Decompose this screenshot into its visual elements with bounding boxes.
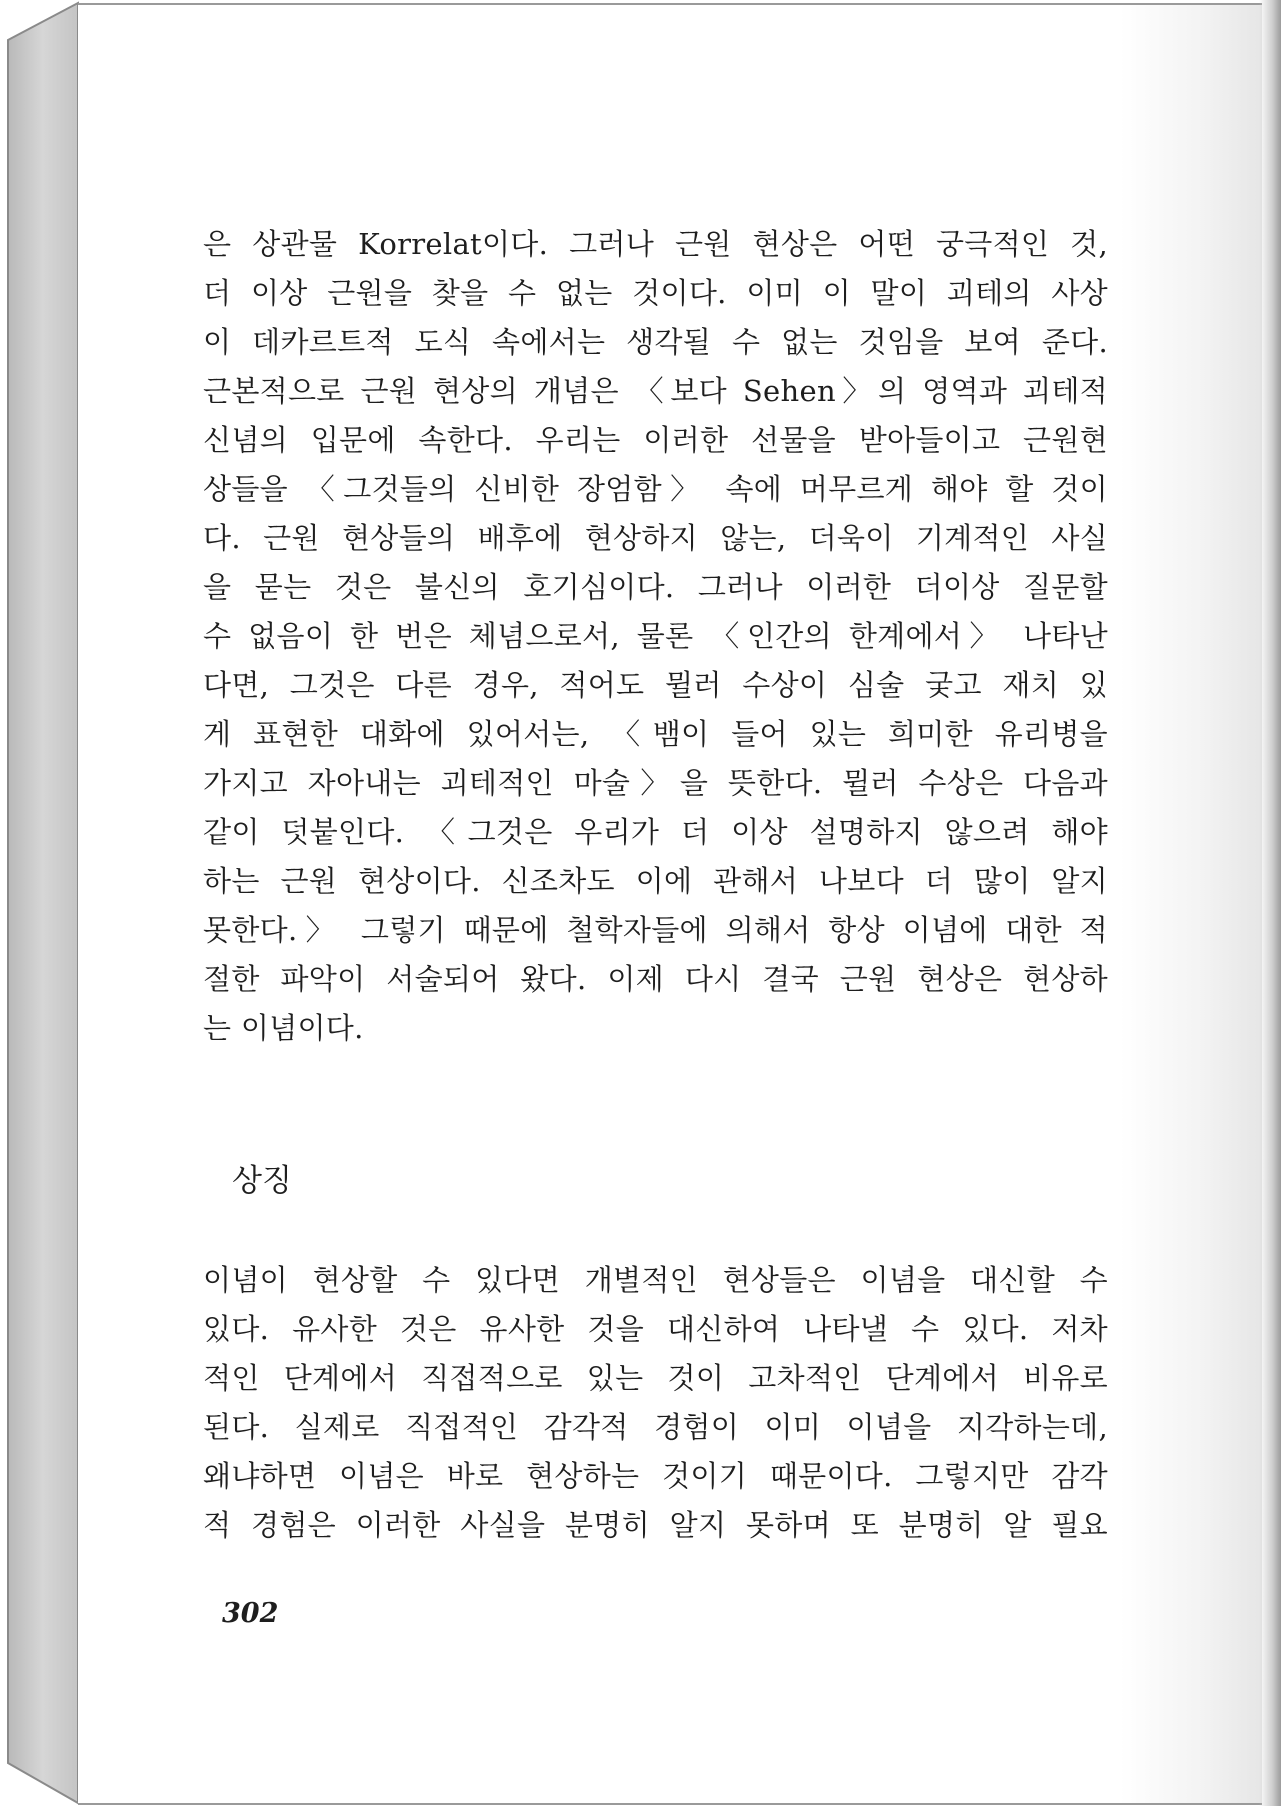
text-line: 신념의 입문에 속한다. 우리는 이러한 선물을 받아들이고 근원현 [203,423,1108,457]
text-line: 가지고 자아내는 괴테적인 마술〉을 뜻한다. 뮐러 수상은 다음과 [203,766,1108,800]
text-line: 을 묻는 것은 불신의 호기심이다. 그러나 이러한 더이상 질문할 [203,570,1108,604]
text-line: 다. 근원 현상들의 배후에 현상하지 않는, 더욱이 기계적인 사실 [203,521,1108,555]
text-line: 있다. 유사한 것은 유사한 것을 대신하여 나타낼 수 있다. 저차 [203,1312,1108,1346]
paragraph-3 [203,1256,1108,1550]
text-line: 적 경험은 이러한 사실을 분명히 알지 못하며 또 분명히 알 필요 [203,1508,1108,1542]
text-line: 는 이념이다. [203,1011,364,1045]
page-number: 302 [222,1598,279,1629]
text-line: 더 이상 근원을 찾을 수 없는 것이다. 이미 이 말이 괴테의 사상 [203,276,1108,310]
text-line: 못한다.〉 그렇기 때문에 철학자들에 의해서 항상 이념에 대한 적 [203,913,1108,947]
text-line: 이념이 현상할 수 있다면 개별적인 현상들은 이념을 대신할 수 [203,1263,1108,1297]
text-line: 수 없음이 한 번은 체념으로서, 물론 〈인간의 한계에서〉 나타난 [203,619,1108,653]
text-line: 이 데카르트적 도식 속에서는 생각될 수 없는 것임을 보여 준다. [203,325,1108,359]
book-spine [0,0,84,1806]
page-edge-shadow [1259,0,1281,1806]
text-line: 은 상관물 Korrelat이다. 그러나 근원 현상은 어떤 궁극적인 것, [203,227,1108,261]
text-line: 왜냐하면 이념은 바로 현상하는 것이기 때문이다. 그렇지만 감각 [203,1459,1108,1493]
text-line: 하는 근원 현상이다. 신조차도 이에 관해서 나보다 더 많이 알지 [203,864,1108,898]
text-line: 게 표현한 대화에 있어서는, 〈뱀이 들어 있는 희미한 유리병을 [203,717,1108,751]
paragraph-2 [203,367,1108,1053]
body-text-top [203,220,1108,1053]
text-line: 다면, 그것은 다른 경우, 적어도 뮐러 수상이 심술 궂고 재치 있 [203,668,1108,702]
text-line: 절한 파악이 서술되어 왔다. 이제 다시 결국 근원 현상은 현상하 [203,962,1108,996]
text-line: 적인 단계에서 직접적으로 있는 것이 고차적인 단계에서 비유로 [203,1361,1108,1395]
body-text-bottom [203,1256,1108,1550]
paragraph-1 [203,220,1108,367]
text-line: 된다. 실제로 직접적인 감각적 경험이 이미 이념을 지각하는데, [203,1410,1108,1444]
text-line: 상들을 〈그것들의 신비한 장엄함〉 속에 머무르게 해야 할 것이 [203,472,1108,506]
text-line: 같이 덧붙인다. 〈그것은 우리가 더 이상 설명하지 않으려 해야 [203,815,1108,849]
text-line: 근본적으로 근원 현상의 개념은 〈보다 Sehen〉의 영역과 괴테적 [203,374,1108,408]
section-heading: 상징 [232,1163,292,1199]
